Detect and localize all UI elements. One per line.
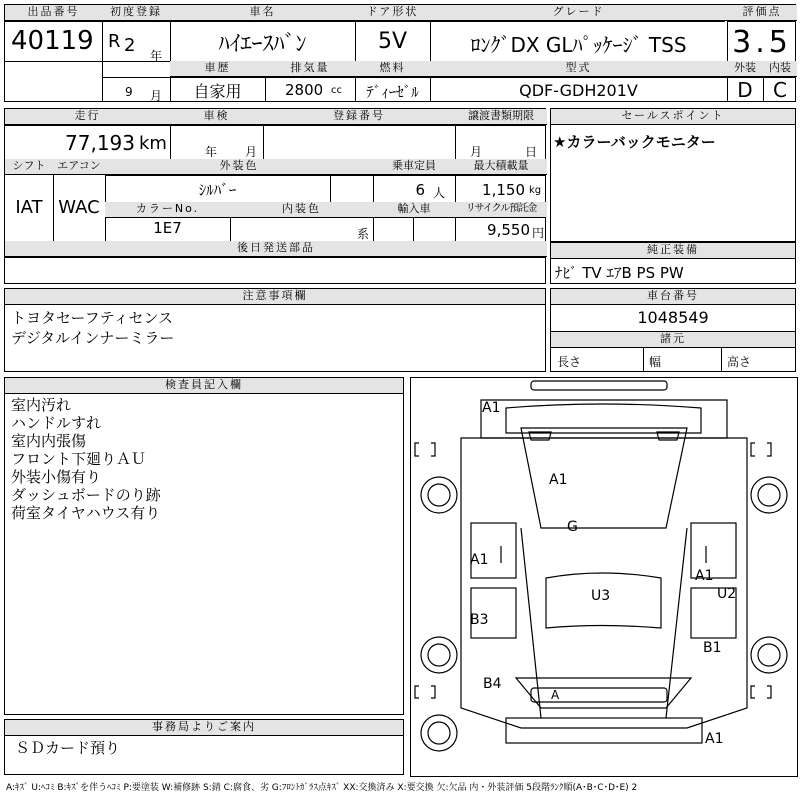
capacity-label: 乗車定員 xyxy=(373,159,455,175)
damage-mark: A1 xyxy=(482,400,501,416)
inspector-line: 室内内張傷 xyxy=(11,432,87,450)
damage-mark: U2 xyxy=(717,586,737,602)
reg-month: 9 xyxy=(125,85,133,99)
chassis-box xyxy=(550,288,796,372)
history-label: 車歴 xyxy=(170,61,265,77)
damage-mark: A1 xyxy=(470,552,489,568)
era: R xyxy=(108,31,121,52)
damage-mark: B1 xyxy=(703,640,722,656)
ac: WAC xyxy=(58,197,100,218)
interior-grade: C xyxy=(773,78,787,102)
damage-mark: A1 xyxy=(695,568,714,584)
ext-color: ｼﾙﾊﾞｰ xyxy=(198,181,237,199)
sales-point-label: セールスポイント xyxy=(551,109,795,125)
inspector-label: 検査員記入欄 xyxy=(5,378,403,394)
int-color-label: 内装色 xyxy=(230,202,373,217)
caution-box xyxy=(4,288,546,372)
transfer-day-unit: 日 xyxy=(525,145,538,159)
shift: IAT xyxy=(15,197,43,218)
reg-no-label: 登録番号 xyxy=(263,109,455,125)
chassis-number: 1048549 xyxy=(637,308,709,327)
score-label: 評価点 xyxy=(727,5,797,21)
inspector-line: フロント下廻りＡＵ xyxy=(11,450,147,468)
door-label: ドア形状 xyxy=(355,5,430,21)
caution-line: デジタルインナーミラー xyxy=(11,329,175,347)
interior-label: 内装 xyxy=(763,61,797,77)
fuel-label: 燃料 xyxy=(355,61,430,77)
damage-diagram xyxy=(410,377,798,777)
legend-footer: A:ｷｽﾞ U:ﾍｺﾐ B:ｷｽﾞを伴うﾍｺﾐ P:要塗装 W:補修跡 S:錆 C:腐食、劣 G:ﾌﾛﾝﾄｶﾞﾗｽ点ｷｽﾞ XX:交換済み X:要交換 欠:欠品 内・外装評価 5段階ﾗﾝｸ順(A･B･C･D･E) 2 xyxy=(6,783,638,793)
model: QDF-GDH201V xyxy=(519,81,638,100)
model-label: 型式 xyxy=(430,61,727,77)
chassis-label: 車台番号 xyxy=(551,289,795,305)
ext-color-label: 外装色 xyxy=(105,159,373,175)
grade: ﾛﾝｸﾞDX GLﾊﾟｯｹｰｼﾞ TSS xyxy=(470,33,687,57)
caution-line: トヨタセーフティセンス xyxy=(11,309,174,327)
office-box xyxy=(4,719,404,775)
later-parts-label: 後日発送部品 xyxy=(5,241,547,257)
caution-label: 注意事項欄 xyxy=(5,289,545,305)
displacement-label: 排気量 xyxy=(265,61,355,77)
length-label: 長さ xyxy=(557,355,582,369)
equipment-label: 純正装備 xyxy=(551,243,795,259)
ac-label: エアコン xyxy=(53,159,105,175)
damage-mark: A1 xyxy=(549,472,568,488)
width-label: 幅 xyxy=(649,355,662,369)
score: 3.5 xyxy=(732,25,792,60)
recycle-unit: 円 xyxy=(532,226,545,240)
displacement-unit: cc xyxy=(331,85,342,96)
exterior-label: 外装 xyxy=(727,61,763,77)
damage-mark: G xyxy=(567,519,578,535)
dims-label: 諸元 xyxy=(551,332,795,348)
int-color-unit: 系 xyxy=(357,227,370,241)
damage-mark: B3 xyxy=(470,612,489,628)
first-reg-label: 初度登録 xyxy=(102,5,170,21)
damage-mark: U3 xyxy=(591,588,611,604)
shift-label: シフト xyxy=(5,159,53,175)
lot-no-label: 出品番号 xyxy=(5,5,102,21)
inspection-year-unit: 年 xyxy=(205,145,218,159)
import-label: 輸入車 xyxy=(373,202,455,217)
capacity-unit: 人 xyxy=(433,186,446,200)
inspection-label: 車検 xyxy=(170,109,263,125)
mileage: 77,193 xyxy=(65,131,135,155)
max-load-unit: kg xyxy=(529,185,542,196)
car-outline xyxy=(411,378,797,776)
inspector-box xyxy=(4,377,404,715)
sales-point-text: ★カラーバックモニター xyxy=(553,133,716,151)
transfer-month-unit: 月 xyxy=(470,145,483,159)
transfer-label: 譲渡書類期限 xyxy=(455,109,547,125)
reg-year: 2 xyxy=(124,35,136,56)
mileage-unit: km xyxy=(139,133,167,154)
history: 自家用 xyxy=(193,82,242,101)
equipment-box xyxy=(550,242,796,284)
max-load: 1,150 xyxy=(482,181,525,199)
inspector-line: ハンドルすれ xyxy=(11,414,102,432)
office-label: 事務局よりご案内 xyxy=(5,720,403,736)
recycle: 9,550 xyxy=(487,221,530,239)
mileage-label: 走行 xyxy=(5,109,170,125)
grade-label: グレード xyxy=(430,5,727,21)
max-load-label: 最大積載量 xyxy=(455,159,547,175)
height-label: 高さ xyxy=(727,355,752,369)
recycle-label: リサイクル預託金 xyxy=(455,202,547,217)
inspector-line: 外装小傷有り xyxy=(11,468,102,486)
lot-no: 40119 xyxy=(11,26,94,56)
details-block xyxy=(4,108,546,284)
inspection-month-unit: 月 xyxy=(245,145,258,159)
color-no: 1E7 xyxy=(153,219,182,237)
damage-mark: B4 xyxy=(483,676,502,692)
displacement: 2800 xyxy=(285,81,324,99)
month-unit: 月 xyxy=(150,89,163,103)
inspector-line: ダッシュボードのり跡 xyxy=(11,486,161,504)
car-name-label: 車名 xyxy=(170,5,355,21)
office-text: ＳＤカード預り xyxy=(15,739,121,757)
inspector-line: 室内汚れ xyxy=(11,396,72,414)
exterior-grade: D xyxy=(737,78,753,102)
inspector-line: 荷室タイヤハウス有り xyxy=(11,504,161,522)
header-block xyxy=(4,4,796,102)
year-unit: 年 xyxy=(150,49,163,63)
sales-point-box xyxy=(550,108,796,242)
car-name: ﾊｲｴｰｽﾊﾞﾝ xyxy=(218,32,307,57)
capacity: 6 xyxy=(415,181,425,199)
color-no-label: カラーNo. xyxy=(105,202,230,217)
equipment-text: ﾅﾋﾞ TV ｴｱB PS PW xyxy=(555,264,684,282)
damage-mark: A1 xyxy=(705,731,724,747)
damage-mark: A xyxy=(551,688,560,702)
fuel: ﾃﾞｨｰｾﾞﾙ xyxy=(366,83,419,101)
door-type: 5V xyxy=(377,29,408,54)
